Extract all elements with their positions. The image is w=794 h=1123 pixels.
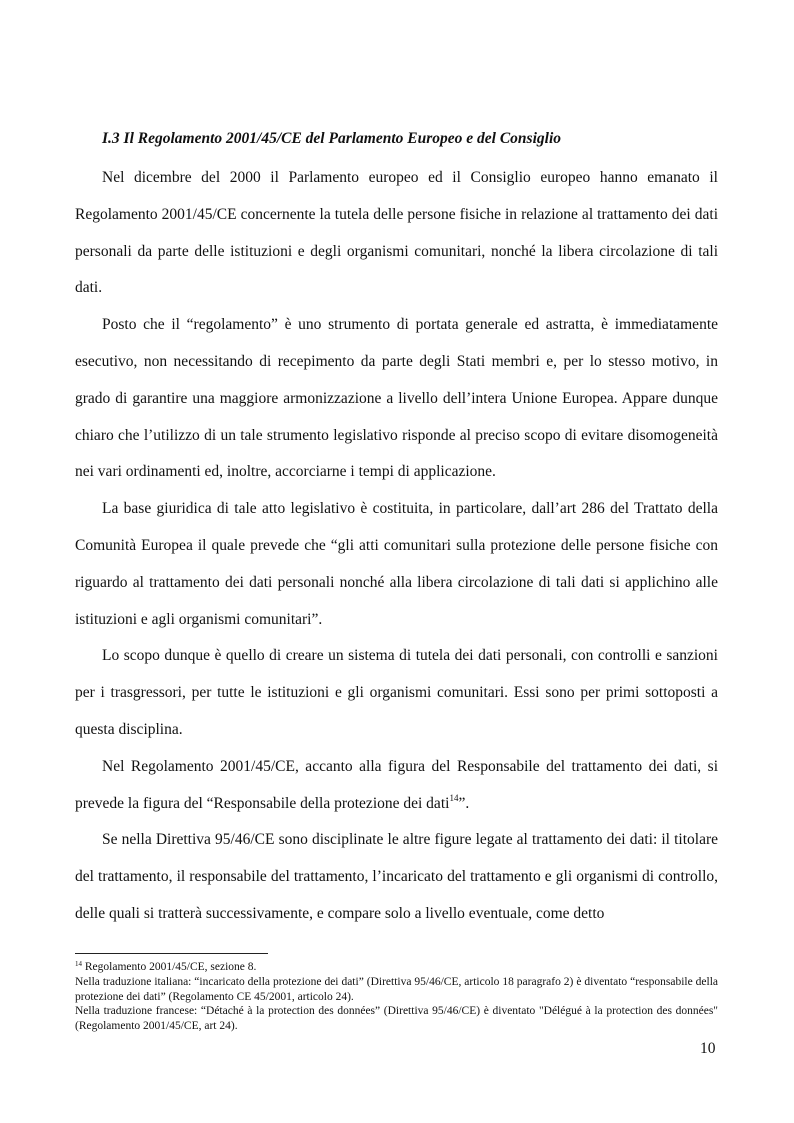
footnote-number: 14 <box>75 960 82 968</box>
paragraph-2: Posto che il “regolamento” è uno strumento di portata generale ed astratta, è immediatamente esecutivo, non necessitando di recepimento da parte degli Stati membri e, per lo stesso motivo, in grado di garantire una maggiore armonizzazione a livello dell’intera Unione Europea. Appare dunque chiaro che l’utilizzo di un tale strumento legislativo risponde al preciso scopo di evitare disomogeneità nei vari ordinamenti ed, inoltre, accorciarne i tempi di applicazione. <box>75 316 718 481</box>
body-text <box>75 160 718 933</box>
page-number: 10 <box>700 1040 716 1057</box>
footnote-line-1 <box>75 960 718 975</box>
paragraph-3: La base giuridica di tale atto legislativo è costituita, in particolare, dall’art 286 del Trattato della Comunità Europea il quale prevede che “gli atti comunitari sulla protezione delle persone fisiche con riguardo al trattamento dei dati personali nonché alla libera circolazione di tali dati si applichino alle istituzioni e agli organismi comunitari”. <box>75 500 718 628</box>
footnote-text-1: Regolamento 2001/45/CE, sezione 8. <box>82 961 257 973</box>
section-heading: I.3 Il Regolamento 2001/45/CE del Parlamento Europeo e del Consiglio <box>102 130 561 147</box>
footnote-reference: 14 <box>449 792 459 803</box>
paragraph-5-end: ”. <box>458 794 470 812</box>
footnotes <box>75 960 718 1034</box>
paragraph-1: Nel dicembre del 2000 il Parlamento europeo ed il Consiglio europeo hanno emanato il Regolamento 2001/45/CE concernente la tutela delle persone fisiche in relazione al trattamento dei dati personali da parte delle istituzioni e degli organismi comunitari, nonché la libera circolazione di tali dati. <box>75 169 718 297</box>
paragraph-5-text: Nel Regolamento 2001/45/CE, accanto alla figura del Responsabile del trattamento dei dati, si prevede la figura del “Responsabile della protezione dei dati <box>75 757 718 812</box>
paragraph-5 <box>75 749 718 823</box>
footnote-separator <box>75 953 268 954</box>
footnote-line-2: Nella traduzione italiana: “incaricato della protezione dei dati” (Direttiva 95/46/CE, articolo 18 paragrafo 2) è diventato “responsabile della protezione dei dati” (Regolamento CE 45/2001, articolo 24). <box>75 975 718 1003</box>
paragraph-6: Se nella Direttiva 95/46/CE sono disciplinate le altre figure legate al trattamento dei dati: il titolare del trattamento, il responsabile del trattamento, l’incaricato del trattamento e gli organismi di controllo, delle quali si tratterà successivamente, e compare solo a livello eventuale, come detto <box>75 831 718 922</box>
paragraph-4: Lo scopo dunque è quello di creare un sistema di tutela dei dati personali, con controlli e sanzioni per i trasgressori, per tutte le istituzioni e gli organismi comunitari. Essi sono per primi sottoposti a questa disciplina. <box>75 647 718 738</box>
footnote-line-3: Nella traduzione francese: “Détaché à la protection des données” (Direttiva 95/46/CE) è diventato "Délégué à la protection des données" (Regolamento 2001/45/CE, art 24). <box>75 1005 718 1033</box>
